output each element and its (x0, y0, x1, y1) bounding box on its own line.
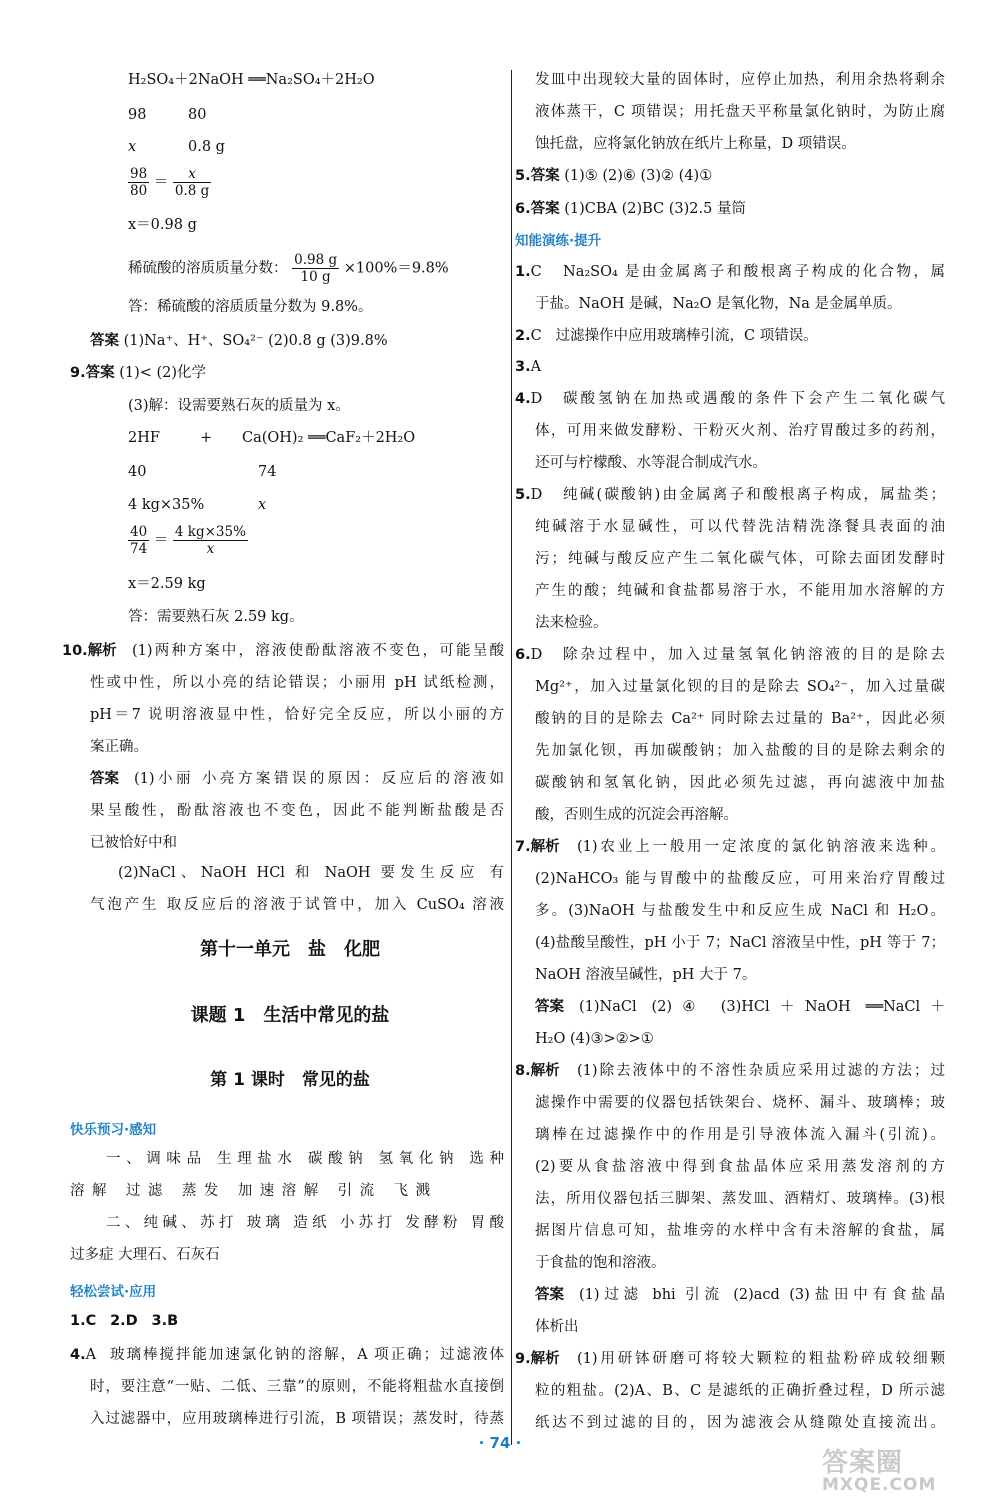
text-line: 纯碱溶于水显碱性，可以代替洗洁精洗涤餐具表面的油 (535, 519, 945, 535)
text-line: (1)两种方案中，溶液使酚酞溶液不变色，可能呈酸 (132, 643, 504, 659)
text-line: (1)小丽 小亮方案错误的原因：反应后的溶液如 (134, 771, 504, 787)
text-line: Mg²⁺，加入过量氯化钡的目的是除去 SO₄²⁻，加入过量碳 (535, 679, 945, 695)
equation-line: 2HF (128, 430, 160, 446)
text-line: 酸钠的目的是除去 Ca²⁺ 同时除去过量的 Ba²⁺，因此必须 (535, 711, 945, 727)
text-line: 据图片信息可知，盐堆旁的水样中含有未溶解的食盐，属 (535, 1223, 945, 1239)
text-line: (2)要从食盐溶液中得到食盐晶体应采用蒸发溶剂的方 (535, 1159, 945, 1175)
proportion-line: $\frac{98}{80}$ ＝ $\frac{x}{0.8 g}$ (130, 166, 210, 199)
unit-title: 第十一单元 盐 化肥 (200, 939, 380, 960)
text-line: 粒的粗盐。(2)A、B、C 是滤纸的正确折叠过程，D 所示滤 (535, 1383, 945, 1399)
text-line: 除杂过程中，加入过量氢氧化钠溶液的目的是除去 (563, 647, 945, 663)
text-line: 案正确。 (90, 739, 148, 755)
text-line: NaOH 溶液呈碱性，pH 大于 7。 (535, 967, 757, 983)
question-r8: 8.解析 (515, 1063, 560, 1079)
text-line: 果呈酸性，酚酞溶液也不变色，因此不能判断盐酸是否 (90, 803, 504, 819)
text-line: 污；纯碱与酸反应产生二氧化碳气体，可除去面团发酵时 (535, 551, 945, 567)
text-line: 体析出 (535, 1319, 579, 1335)
text-line: 产生的酸；纯碱和食盐都易溶于水，不能用加水溶解的方 (535, 583, 945, 599)
text-line: (2)NaHCO₃ 能与胃酸中的盐酸反应，可用来治疗胃酸过 (535, 871, 945, 887)
text-line: 于食盐的饱和溶液。 (535, 1255, 666, 1271)
text-line: (4)盐酸呈酸性，pH 小于 7；NaCl 溶液呈中性，pH 等于 7； (535, 935, 945, 951)
text-line: 还可与柠檬酸、水等混合制成汽水。 (535, 455, 767, 471)
question-r1: 1.C (515, 264, 542, 280)
section-heading: 快乐预习·感知 (70, 1122, 157, 1138)
text-line: 多。(3)NaOH 与盐酸发生中和反应生成 NaCl 和 H₂O。 (535, 903, 945, 919)
question-10: 10.解析 (62, 643, 117, 659)
mass-value: 4 kg×35% (128, 497, 205, 513)
question-5: 5.答案 (1)⑤ (2)⑥ (3)② (4)① (515, 168, 713, 184)
proportion-line: $\frac{40}{74}$ ＝ $\frac{4 kg\times 35\%}{x}$ (130, 524, 246, 557)
question-r9: 9.解析 (515, 1351, 560, 1367)
answer-label: 答案 (535, 1287, 564, 1303)
column-divider (511, 70, 512, 1445)
text-line: (2)NaCl、NaOH HCl 和 NaOH 要发生反应 有 (118, 865, 504, 881)
text-line: 酸，否则生成的沉淀会再溶解。 (535, 807, 738, 823)
answer-label: 答案 (535, 999, 564, 1015)
text-line: 液体蒸干，C 项错误；用托盘天平称量氯化钠时，为防止腐 (535, 104, 945, 120)
text-line: 碳酸钠和氢氧化钠，因此必须先过滤，再向滤液中加盐 (535, 775, 945, 791)
question-r5: 5.D (515, 487, 543, 503)
section-heading: 知能演练·提升 (515, 233, 602, 249)
question-r3: 3.A (515, 359, 542, 375)
text-line: 入过滤器中，应用玻璃棒进行引流，B 项错误；蒸发时，待蒸 (90, 1411, 504, 1427)
text-line: 蚀托盘，应将氯化钠放在纸片上称量，D 项错误。 (535, 136, 856, 152)
mass-value: x (258, 497, 267, 513)
short-answers: 1.C 2.D 3.B (70, 1313, 179, 1329)
topic-title: 课题 1 生活中常见的盐 (190, 1005, 390, 1026)
text-line: 纸达不到过滤的目的，因为滤液会从缝隙处直接流出。 (535, 1415, 945, 1431)
text-line: 法，所用仪器包括三脚架、蒸发皿、酒精灯、玻璃棒。(3)根 (535, 1191, 945, 1207)
mass-value: 98 (128, 107, 147, 123)
text-line: (1)NaCl (2)④ (3)HCl＋NaOH ══NaCl＋ (579, 999, 945, 1015)
mass-value: 40 (128, 464, 147, 480)
question-r2: 2.C 过滤操作中应用玻璃棒引流，C 项错误。 (515, 328, 818, 344)
text-line: 纯碱(碳酸钠)由金属离子和酸根离子构成，属盐类； (563, 487, 945, 503)
text-line: 体，可用来做发酵粉、干粉灭火剂、治疗胃酸过多的药剂， (535, 423, 945, 439)
section-heading: 轻松尝试·应用 (70, 1284, 157, 1300)
fraction-line: 稀硫酸的溶质质量分数： $\frac{0.98 g}{10 g}$ ×100%＝9.8% (128, 252, 449, 285)
text-line: 一、调味品 生理盐水 碳酸钠 氢氧化钠 选种 (106, 1151, 504, 1167)
question-r6: 6.D (515, 647, 543, 663)
answer-label: 答案 (90, 771, 119, 787)
answer-line: 答：需要熟石灰 2.59 kg。 (128, 609, 304, 625)
text-line: 璃棒在过滤操作中的作用是引导液体流入漏斗(引流)。 (535, 1127, 945, 1143)
text-line: 性或中性，所以小亮的结论错误；小丽用 pH 试纸检测， (90, 675, 504, 691)
text-line: 滤操作中需要的仪器包括铁架台、烧杯、漏斗、玻璃棒；玻 (535, 1095, 945, 1111)
mass-value: 80 (188, 107, 207, 123)
text-line: Na₂SO₄ 是由金属离子和酸根离子构成的化合物，属 (563, 264, 945, 280)
text-line: H₂O (4)③>②>① (535, 1031, 654, 1047)
text-line: 碳酸氢钠在加热或遇酸的条件下会产生二氧化碳气 (563, 391, 945, 407)
text-line: (1)除去液体中的不溶性杂质应采用过滤的方法；过 (577, 1063, 945, 1079)
text-line: 气泡产生 取反应后的溶液于试管中，加入 CuSO₄ 溶液 (90, 897, 504, 913)
equation-line: Ca(OH)₂ ══CaF₂＋2H₂O (242, 430, 416, 446)
text-line: (1)用研钵研磨可将较大颗粒的粗盐粉碎成较细颗 (577, 1351, 945, 1367)
mass-value: 74 (258, 464, 277, 480)
page-number: · 74 · (478, 1434, 522, 1452)
text-line: 时，要注意“一贴、二低、三靠”的原则，不能将粗盐水直接倒 (90, 1379, 504, 1395)
question-9: 9.答案 (1)< (2)化学 (70, 365, 207, 381)
text-line: 先加氯化钡，再加碳酸钠；加入盐酸的目的是除去剩余的 (535, 743, 945, 759)
result-line: x＝0.98 g (128, 217, 197, 233)
question-6: 6.答案 (1)CBA (2)BC (3)2.5 量筒 (515, 201, 746, 217)
question-r7: 7.解析 (515, 839, 560, 855)
text-line: (1)农业上一般用一定浓度的氯化钠溶液来选种。 (577, 839, 945, 855)
text-line: 溶解 过滤 蒸发 加速溶解 引流 飞溅 (70, 1183, 430, 1199)
mass-value: x (128, 139, 137, 155)
mass-value: 0.8 g (188, 139, 225, 155)
solution-line: (3)解：设需要熟石灰的质量为 x。 (128, 398, 350, 414)
text-line: 二、纯碱、苏打 玻璃 造纸 小苏打 发酵粉 胃酸 (106, 1215, 504, 1231)
result-line: x＝2.59 kg (128, 576, 206, 592)
watermark-logo: 答案圈 MXQE.COM (822, 1448, 937, 1495)
text-line: 发皿中出现较大量的固体时，应停止加热，利用余热将剩余 (535, 72, 945, 88)
question-r4: 4.D (515, 391, 543, 407)
answer-8: 答案 (1)Na⁺、H⁺、SO₄²⁻ (2)0.8 g (3)9.8% (90, 333, 388, 349)
equation-line: H₂SO₄＋2NaOH ══Na₂SO₄＋2H₂O (128, 72, 375, 88)
answer-line: 答：稀硫酸的溶质质量分数为 9.8%。 (128, 299, 373, 315)
text-line: 于盐。NaOH 是碱，Na₂O 是氧化物，Na 是金属单质。 (535, 296, 902, 312)
text-line: 法来检验。 (535, 615, 608, 631)
text-line: 过多症 大理石、石灰石 (70, 1247, 220, 1263)
question-4: 4.A (70, 1347, 97, 1363)
lesson-title: 第 1 课时 常见的盐 (210, 1070, 370, 1090)
text-line: pH＝7 说明溶液显中性，恰好完全反应，所以小丽的方 (90, 707, 504, 723)
equation-line: + (200, 430, 213, 446)
text-line: (1)过滤 bhi 引流 (2)acd (3)盐田中有食盐晶 (579, 1287, 945, 1303)
text-line: 玻璃棒搅拌能加速氯化钠的溶解，A 项正确；过滤液体 (110, 1347, 504, 1363)
text-line: 已被恰好中和 (90, 835, 177, 851)
